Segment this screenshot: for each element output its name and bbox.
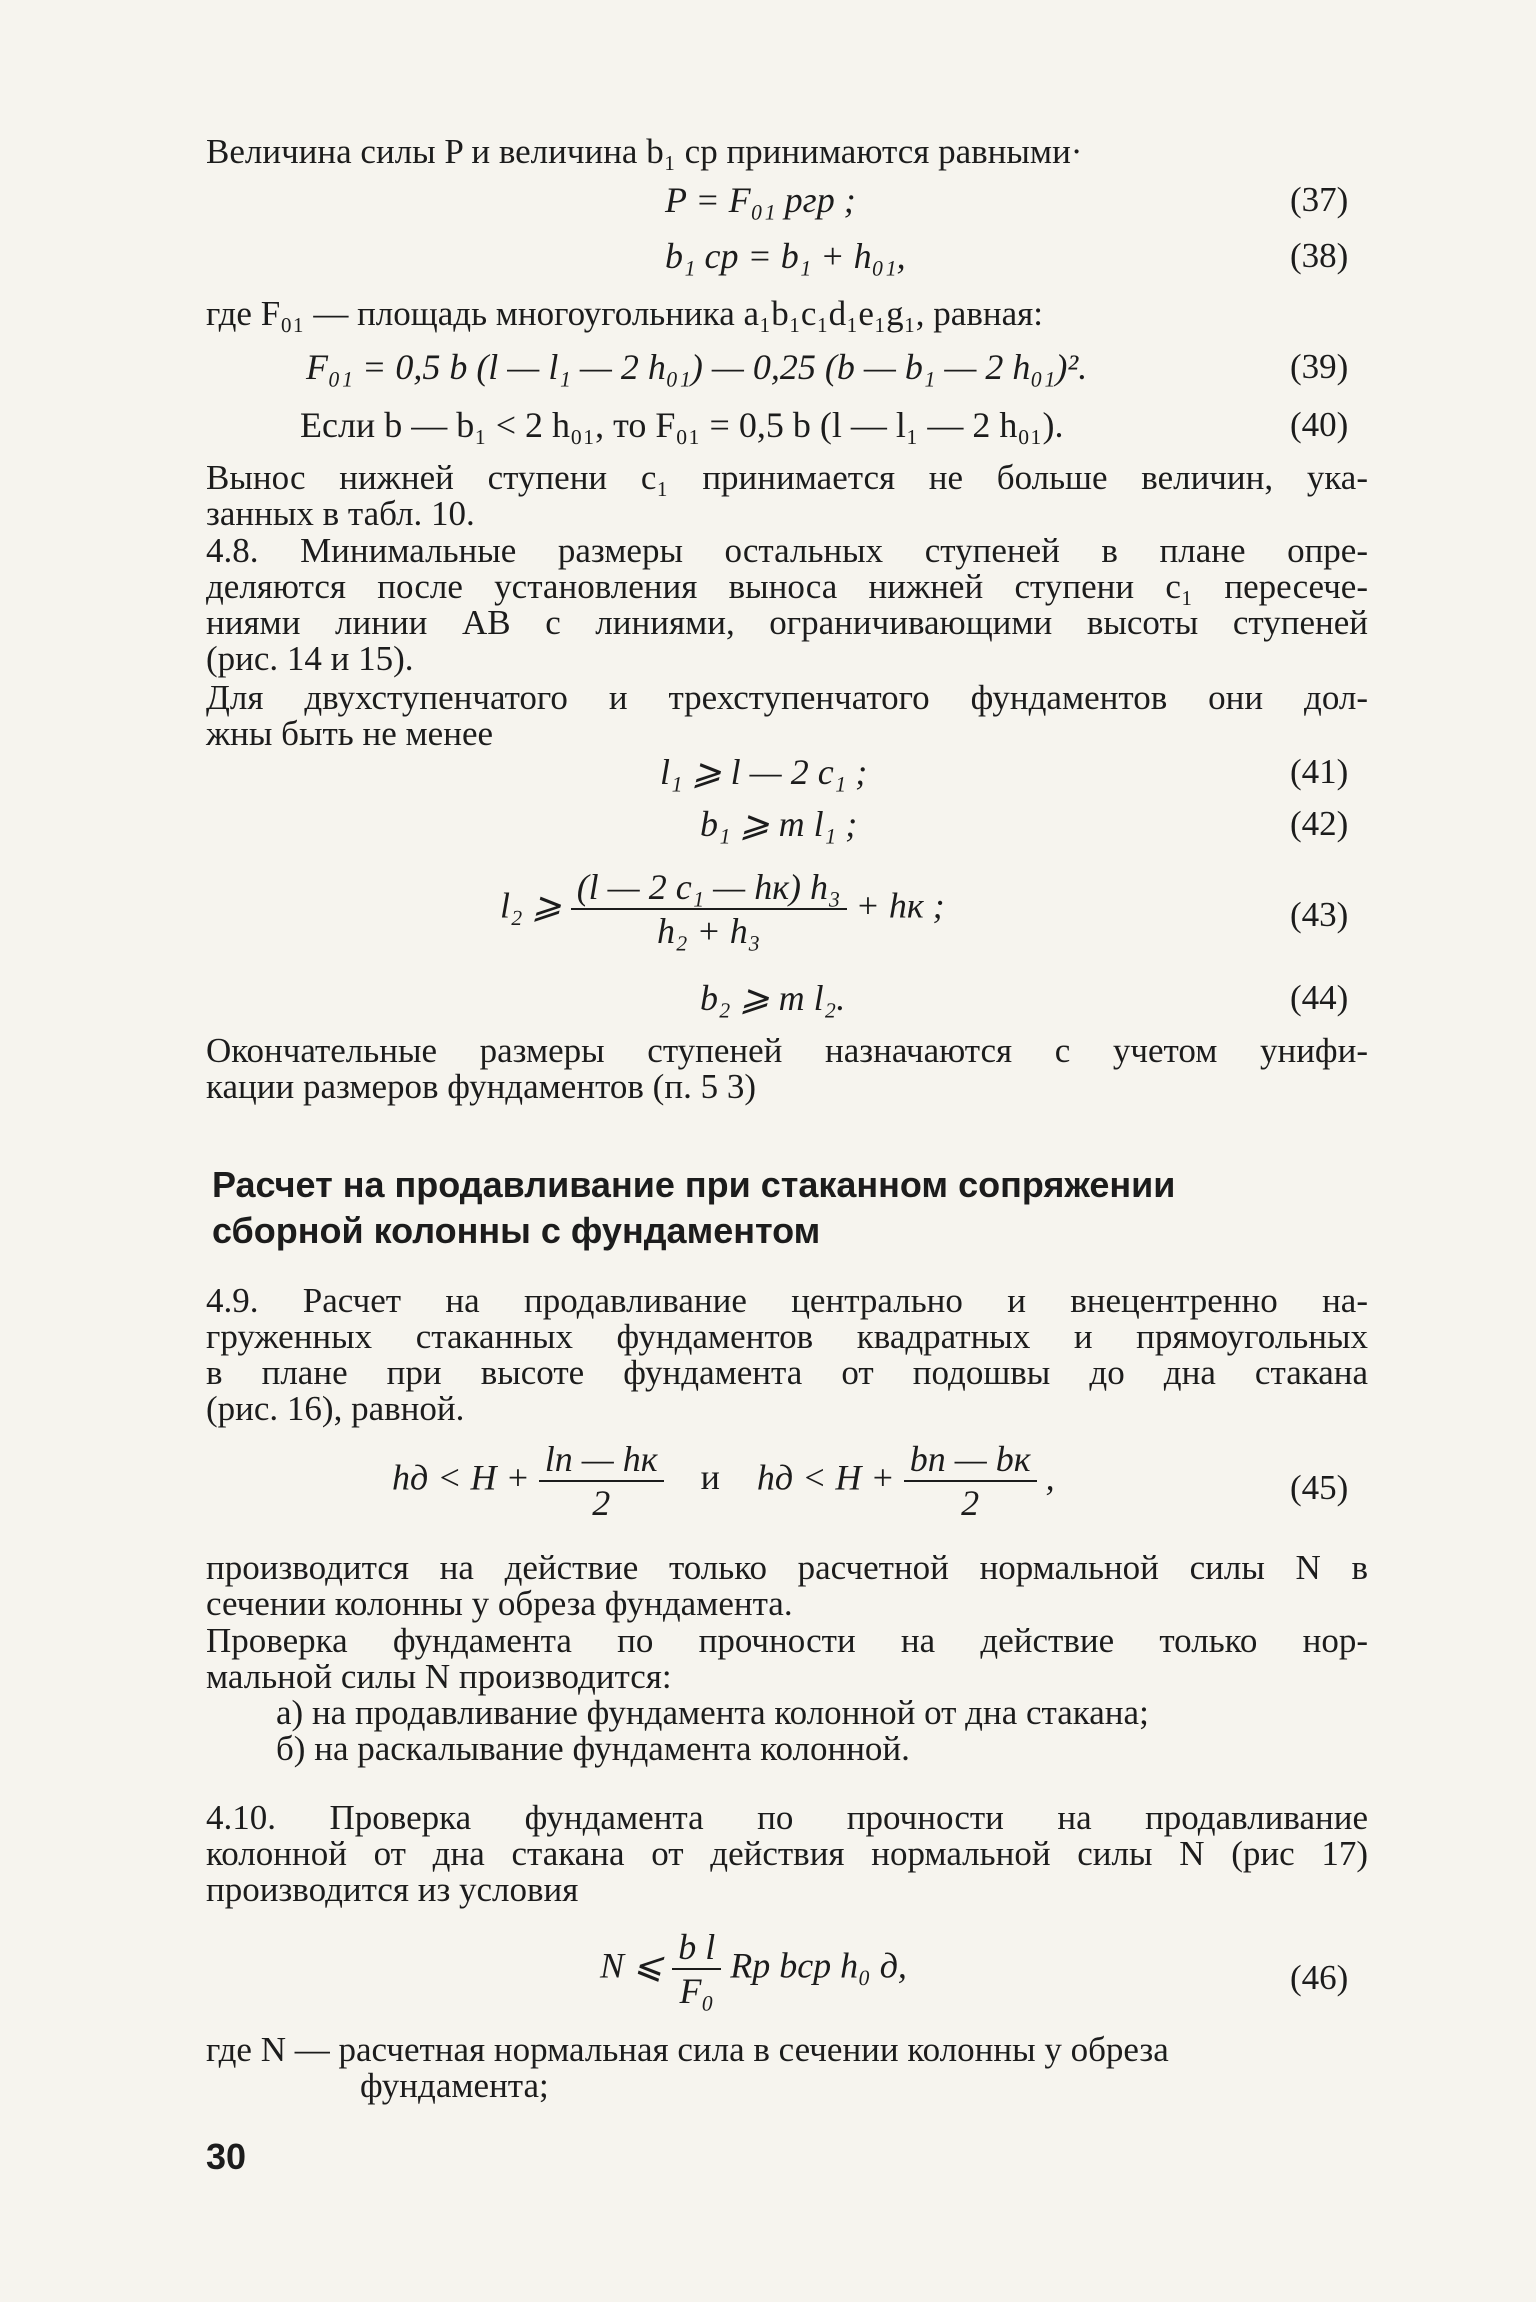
text-line: Проверка фундамента по прочности на действие только нор- — [206, 1621, 1368, 1660]
paragraph-okonch — [206, 1033, 1368, 1105]
paragraph-proverka — [206, 1623, 1368, 1695]
where-f01-line: где F₀₁ — площадь многоугольника a₁b₁c₁d₁e₁g₁, равная: — [206, 294, 1043, 333]
text-line: в плане при высоте фундамента от подошвы до дна стакана — [206, 1353, 1368, 1392]
text-line: 4.8. Минимальные размеры остальных ступеней в плане опре- — [206, 531, 1368, 570]
equation-40: Если b — b₁ < 2 h₀₁, то F₀₁ = 0,5 b (l — l₁ — 2 h₀₁). — [300, 405, 1064, 445]
intro-line: Величина силы P и величина b₁ ср принимаются равными· — [206, 132, 1083, 171]
section-heading — [212, 1162, 1175, 1254]
text-line: колонной от дна стакана от действия нормальной силы N (рис 17) — [206, 1834, 1368, 1873]
list-item-a: а) на продавливание фундамента колонной от дна стакана; — [276, 1693, 1149, 1732]
eq45-left-numerator: lп — hк — [539, 1440, 664, 1482]
equation-number-40: (40) — [1290, 405, 1349, 444]
text-line: мальной силы N производится: — [206, 1657, 672, 1696]
equation-number-45: (45) — [1290, 1468, 1349, 1507]
text-line: производится на действие только расчетной нормальной силы N в — [206, 1548, 1368, 1587]
where-n-line: где N — расчетная нормальная сила в сечении колонны у обреза — [206, 2030, 1169, 2069]
text-line: ниями линии AB с линиями, ограничивающими высоты ступеней — [206, 603, 1368, 642]
heading-line: Расчет на продавливание при стаканном сопряжении — [212, 1164, 1176, 1205]
eq46-denominator: F₀ — [679, 1971, 714, 2011]
text-line: груженных стаканных фундаментов квадратных и прямоугольных — [206, 1317, 1368, 1356]
equation-42: b₁ ⩾ m l₁ ; — [700, 804, 858, 844]
text-line: (рис. 14 и 15). — [206, 639, 414, 678]
text-line: Окончательные размеры ступеней назначаются с учетом унифи- — [206, 1031, 1368, 1070]
equation-number-38: (38) — [1290, 236, 1349, 275]
eq45-right-numerator: bп — bк — [904, 1440, 1037, 1482]
where-n-continuation: фундамента; — [360, 2066, 549, 2105]
eq43-numerator: (l — 2 c₁ — hк) h₃ — [571, 868, 847, 910]
eq45-left-denominator: 2 — [592, 1483, 611, 1523]
equation-45 — [392, 1440, 1055, 1522]
text-line: деляются после установления выноса нижней ступени c₁ пересече- — [206, 567, 1368, 606]
eq46-rhs: Rр bср h₀ д, — [730, 1945, 907, 1986]
equation-41: l₁ ⩾ l — 2 c₁ ; — [660, 752, 868, 792]
text-line: кации размеров фундаментов (п. 5 3) — [206, 1067, 756, 1106]
equation-37: P = F₀₁ pгр ; — [665, 180, 856, 220]
text-line: жны быть не менее — [206, 714, 494, 753]
eq43-rhs: + hк ; — [855, 885, 945, 926]
equation-46 — [600, 1928, 907, 2010]
paragraph-4-8 — [206, 533, 1368, 677]
equation-number-44: (44) — [1290, 978, 1349, 1017]
eq46-lhs: N ⩽ — [600, 1945, 664, 1986]
paragraph-dlya — [206, 680, 1368, 752]
equation-number-42: (42) — [1290, 804, 1349, 843]
equation-39: F₀₁ = 0,5 b (l — l₁ — 2 h₀₁) — 0,25 (b — b₁ — 2 h₀₁)². — [306, 347, 1088, 387]
equation-number-41: (41) — [1290, 752, 1349, 791]
text-line: занных в табл. 10. — [206, 494, 475, 533]
equation-number-46: (46) — [1290, 1958, 1349, 1997]
paragraph-4-10 — [206, 1800, 1368, 1908]
eq45-left-fraction — [539, 1440, 664, 1522]
text-line: производится из условия — [206, 1870, 579, 1909]
eq46-numerator: b l — [672, 1928, 721, 1970]
heading-line: сборной колонны с фундаментом — [212, 1210, 821, 1251]
eq46-fraction — [672, 1928, 721, 2010]
equation-number-39: (39) — [1290, 347, 1349, 386]
text-line: Вынос нижней ступени c₁ принимается не больше величин, ука- — [206, 458, 1368, 497]
eq45-left-lhs: hд < H + — [392, 1457, 530, 1498]
equation-43 — [500, 868, 945, 950]
page-number: 30 — [206, 2136, 247, 2177]
list-item-b: б) на раскалывание фундамента колонной. — [276, 1729, 910, 1768]
text-line: 4.10. Проверка фундамента по прочности на продавливание — [206, 1798, 1368, 1837]
paragraph-4-9 — [206, 1283, 1368, 1427]
equation-44: b₂ ⩾ m l₂. — [700, 978, 846, 1018]
text-line: 4.9. Расчет на продавливание центрально и внецентренно на- — [206, 1281, 1368, 1320]
eq45-right-lhs: hд < H + — [756, 1457, 895, 1498]
text-line: сечении колонны у обреза фундамента. — [206, 1584, 793, 1623]
text-line: Для двухступенчатого и трехступенчатого фундаментов они дол- — [206, 678, 1368, 717]
equation-number-43: (43) — [1290, 895, 1349, 934]
eq43-lhs: l₂ ⩾ — [500, 885, 562, 926]
equation-number-37: (37) — [1290, 180, 1349, 219]
text-line: (рис. 16), равной. — [206, 1389, 465, 1428]
eq43-denominator: h₂ + h₃ — [656, 911, 761, 951]
eq45-right-denominator: 2 — [961, 1483, 980, 1523]
eq43-fraction — [571, 868, 847, 950]
paragraph-vynos — [206, 460, 1368, 532]
eq45-conjunction: и — [700, 1457, 720, 1498]
eq45-right-fraction — [904, 1440, 1037, 1522]
equation-38: b₁ ср = b₁ + h₀₁, — [665, 236, 906, 276]
paragraph-proizv — [206, 1550, 1368, 1622]
eq45-tail: , — [1045, 1457, 1055, 1498]
